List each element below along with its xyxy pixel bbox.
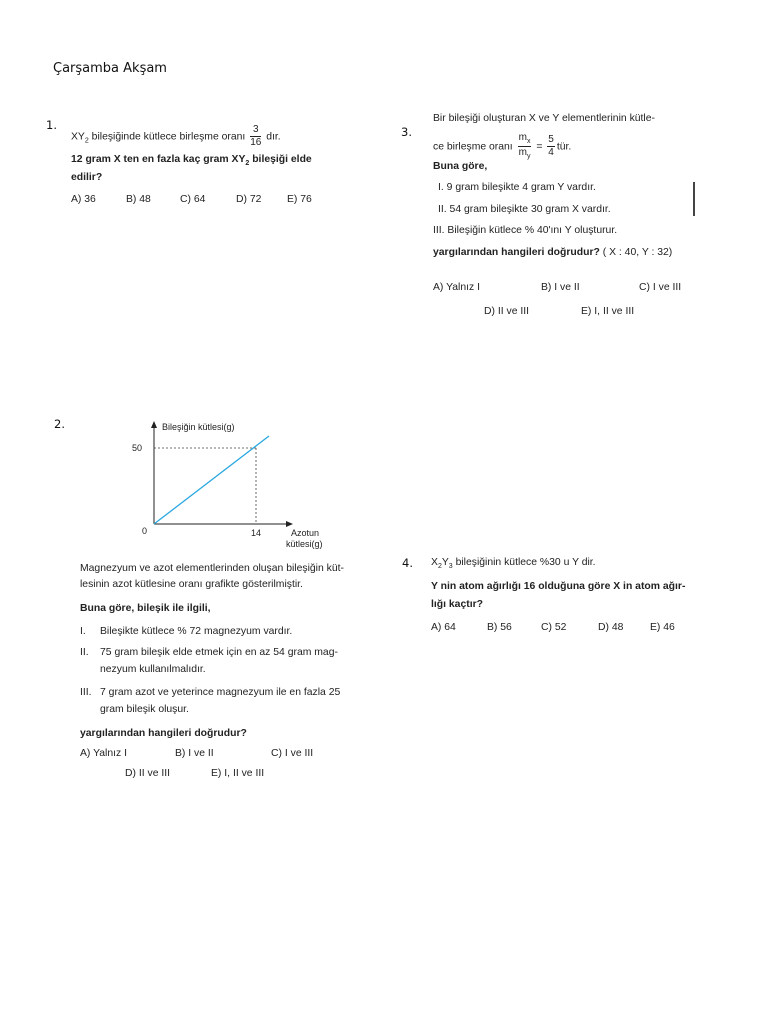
q3-question-note: ( X : 40, Y : 32)	[599, 247, 673, 258]
q2-statement-2-text: 75 gram bileşik elde etmek için en az 54 gram mag-	[100, 647, 338, 658]
question-2-question: yargılarından hangileri doğrudur?	[80, 728, 247, 739]
q1-option-a: A) 36	[71, 194, 96, 205]
q1-fraction-num: 3	[250, 125, 261, 137]
q3-option-d: D) II ve III	[484, 306, 530, 317]
q4-option-b: B) 56	[487, 622, 512, 633]
q2-option-e: E) I, II ve III	[211, 768, 265, 779]
q3-option-e: E) I, II ve III	[581, 306, 635, 317]
scan-edge-line	[693, 182, 695, 216]
q2-option-a: A) Yalnız I	[80, 748, 127, 759]
question-4-options	[431, 621, 675, 634]
question-2-options-row-1	[80, 747, 313, 760]
question-2-options-row-2	[125, 767, 264, 780]
q1-option-b: B) 48	[126, 194, 151, 205]
question-2-intro-2: lesinin azot kütlesine oranı grafikte gösterilmiştir.	[80, 579, 303, 590]
q2-statement-3-text: 7 gram azot ve yeterince magnezyum ile en fazla 25	[100, 687, 341, 698]
question-4-line-3: lığı kaçtır?	[431, 599, 483, 610]
q4-formula-y-sub: 3	[448, 563, 453, 571]
q4-formula-x-sub: 2	[437, 563, 442, 571]
question-1-line-2	[71, 153, 312, 169]
question-2-number: 2.	[54, 417, 65, 431]
graph-y-axis-arrow-icon	[151, 421, 157, 428]
q3-line2-text: ce birleşme oranı	[433, 141, 513, 153]
question-2-statement-3-cont: gram bileşik oluşur.	[100, 704, 189, 715]
question-4-number: 4.	[402, 556, 413, 570]
q4-formula-x: X	[431, 557, 438, 568]
q3-question-text: yargılarından hangileri doğrudur?	[433, 247, 600, 258]
q2-option-b: B) I ve II	[175, 748, 214, 759]
question-3-statement-2: II. 54 gram bileşikte 30 gram X vardır.	[438, 204, 611, 215]
question-1-options	[71, 193, 312, 206]
question-3-options-row-2	[484, 305, 634, 318]
q2-statement-3-numeral: III.	[80, 687, 92, 698]
q1-line1-end: dır.	[266, 131, 281, 143]
question-2-statement-1	[80, 625, 292, 638]
question-3-lead: Buna göre,	[433, 161, 488, 172]
question-3-statement-3: III. Bileşiğin kütlece % 40'ını Y oluşturur.	[433, 225, 618, 236]
q2-statement-2-numeral: II.	[80, 647, 89, 658]
graph-y-axis-label: Bileşiğin kütlesi(g)	[162, 422, 235, 432]
q1-option-d: D) 72	[236, 194, 262, 205]
q3-option-b: B) I ve II	[541, 282, 580, 293]
q3-fraction-den: 4	[548, 147, 554, 158]
question-2-statement-2-cont: nezyum kullanılmalıdır.	[100, 664, 206, 675]
q3-ratio-den-sub: y	[526, 153, 531, 160]
q1-line2-sub: 2	[245, 160, 250, 168]
question-2-statement-3	[80, 686, 340, 699]
question-1-number: 1.	[46, 118, 57, 132]
q1-line2-text: 12 gram X ten en fazla kaç gram XY	[71, 154, 246, 165]
question-3-options-row-1	[433, 281, 681, 294]
question-3-statement-1: I. 9 gram bileşikte 4 gram Y vardır.	[438, 182, 596, 193]
q1-option-c: C) 64	[180, 194, 206, 205]
question-3-number: 3.	[401, 125, 412, 139]
graph-y-tick-label: 50	[132, 443, 143, 453]
q1-option-e: E) 76	[287, 194, 312, 205]
q3-ratio-num-base: m	[518, 132, 527, 143]
question-1-line-1	[71, 125, 281, 148]
question-3-line-2	[433, 133, 571, 160]
q3-option-a: A) Yalnız I	[433, 282, 480, 293]
q4-option-a: A) 64	[431, 622, 456, 633]
question-2-intro-1: Magnezyum ve azot elementlerinden oluşan bileşiğin küt-	[80, 563, 344, 574]
q3-ratio-num-sub: x	[526, 138, 531, 145]
q3-option-c: C) I ve III	[639, 282, 682, 293]
q3-ratio-den	[518, 147, 532, 160]
graph-x-axis-arrow-icon	[286, 521, 293, 527]
q3-ratio-den-base: m	[518, 147, 527, 158]
q4-option-c: C) 52	[541, 622, 567, 633]
question-2-lead: Buna göre, bileşik ile ilgili,	[80, 603, 211, 614]
question-3-line-1: Bir bileşiği oluşturan X ve Y elementlerinin kütle-	[433, 113, 655, 124]
q3-fraction	[547, 135, 555, 158]
graph-x-axis-label: Azotun	[291, 528, 320, 538]
graph-x-axis-label-2: kütlesi(g)	[286, 539, 323, 549]
q2-option-d: D) II ve III	[125, 768, 171, 779]
q1-fraction	[250, 125, 261, 148]
question-4-line-2: Y nin atom ağırlığı 16 olduğuna göre X in atom ağır-	[431, 581, 686, 592]
q4-formula-y: Y	[441, 557, 449, 568]
q1-line1-text: bileşiğinde kütlece birleşme oranı	[88, 131, 246, 143]
q2-statement-1-numeral: I.	[80, 626, 86, 637]
graph-data-line	[154, 436, 269, 524]
q2-statement-1-text: Bileşikte kütlece % 72 magnezyum vardır.	[100, 626, 293, 637]
q3-fraction-num: 5	[548, 134, 554, 145]
question-4-line-1	[431, 556, 596, 572]
q1-formula: XY	[71, 131, 85, 143]
graph-origin-label: 0	[142, 526, 148, 536]
question-1-line-3: edilir?	[71, 172, 103, 183]
question-2-statement-2	[80, 646, 338, 659]
graph-x-tick-label: 14	[251, 528, 262, 538]
q3-mass-ratio	[518, 133, 532, 160]
page-title: Çarşamba Akşam	[53, 61, 167, 76]
q4-option-d: D) 48	[598, 622, 624, 633]
q2-option-c: C) I ve III	[271, 748, 314, 759]
q4-line1-text: bileşiğinin kütlece %30 u Y dir.	[452, 557, 596, 568]
q1-line2-end: bileşiği elde	[249, 154, 312, 165]
question-3-question	[433, 246, 672, 259]
q4-option-e: E) 46	[650, 622, 675, 633]
q1-formula-sub: 2	[84, 137, 89, 145]
q3-ratio-num	[518, 133, 532, 147]
q2-graph	[120, 412, 350, 557]
q1-fraction-den: 16	[250, 137, 262, 148]
q3-line2-end: tür.	[556, 141, 572, 153]
q3-equals: =	[536, 141, 543, 153]
